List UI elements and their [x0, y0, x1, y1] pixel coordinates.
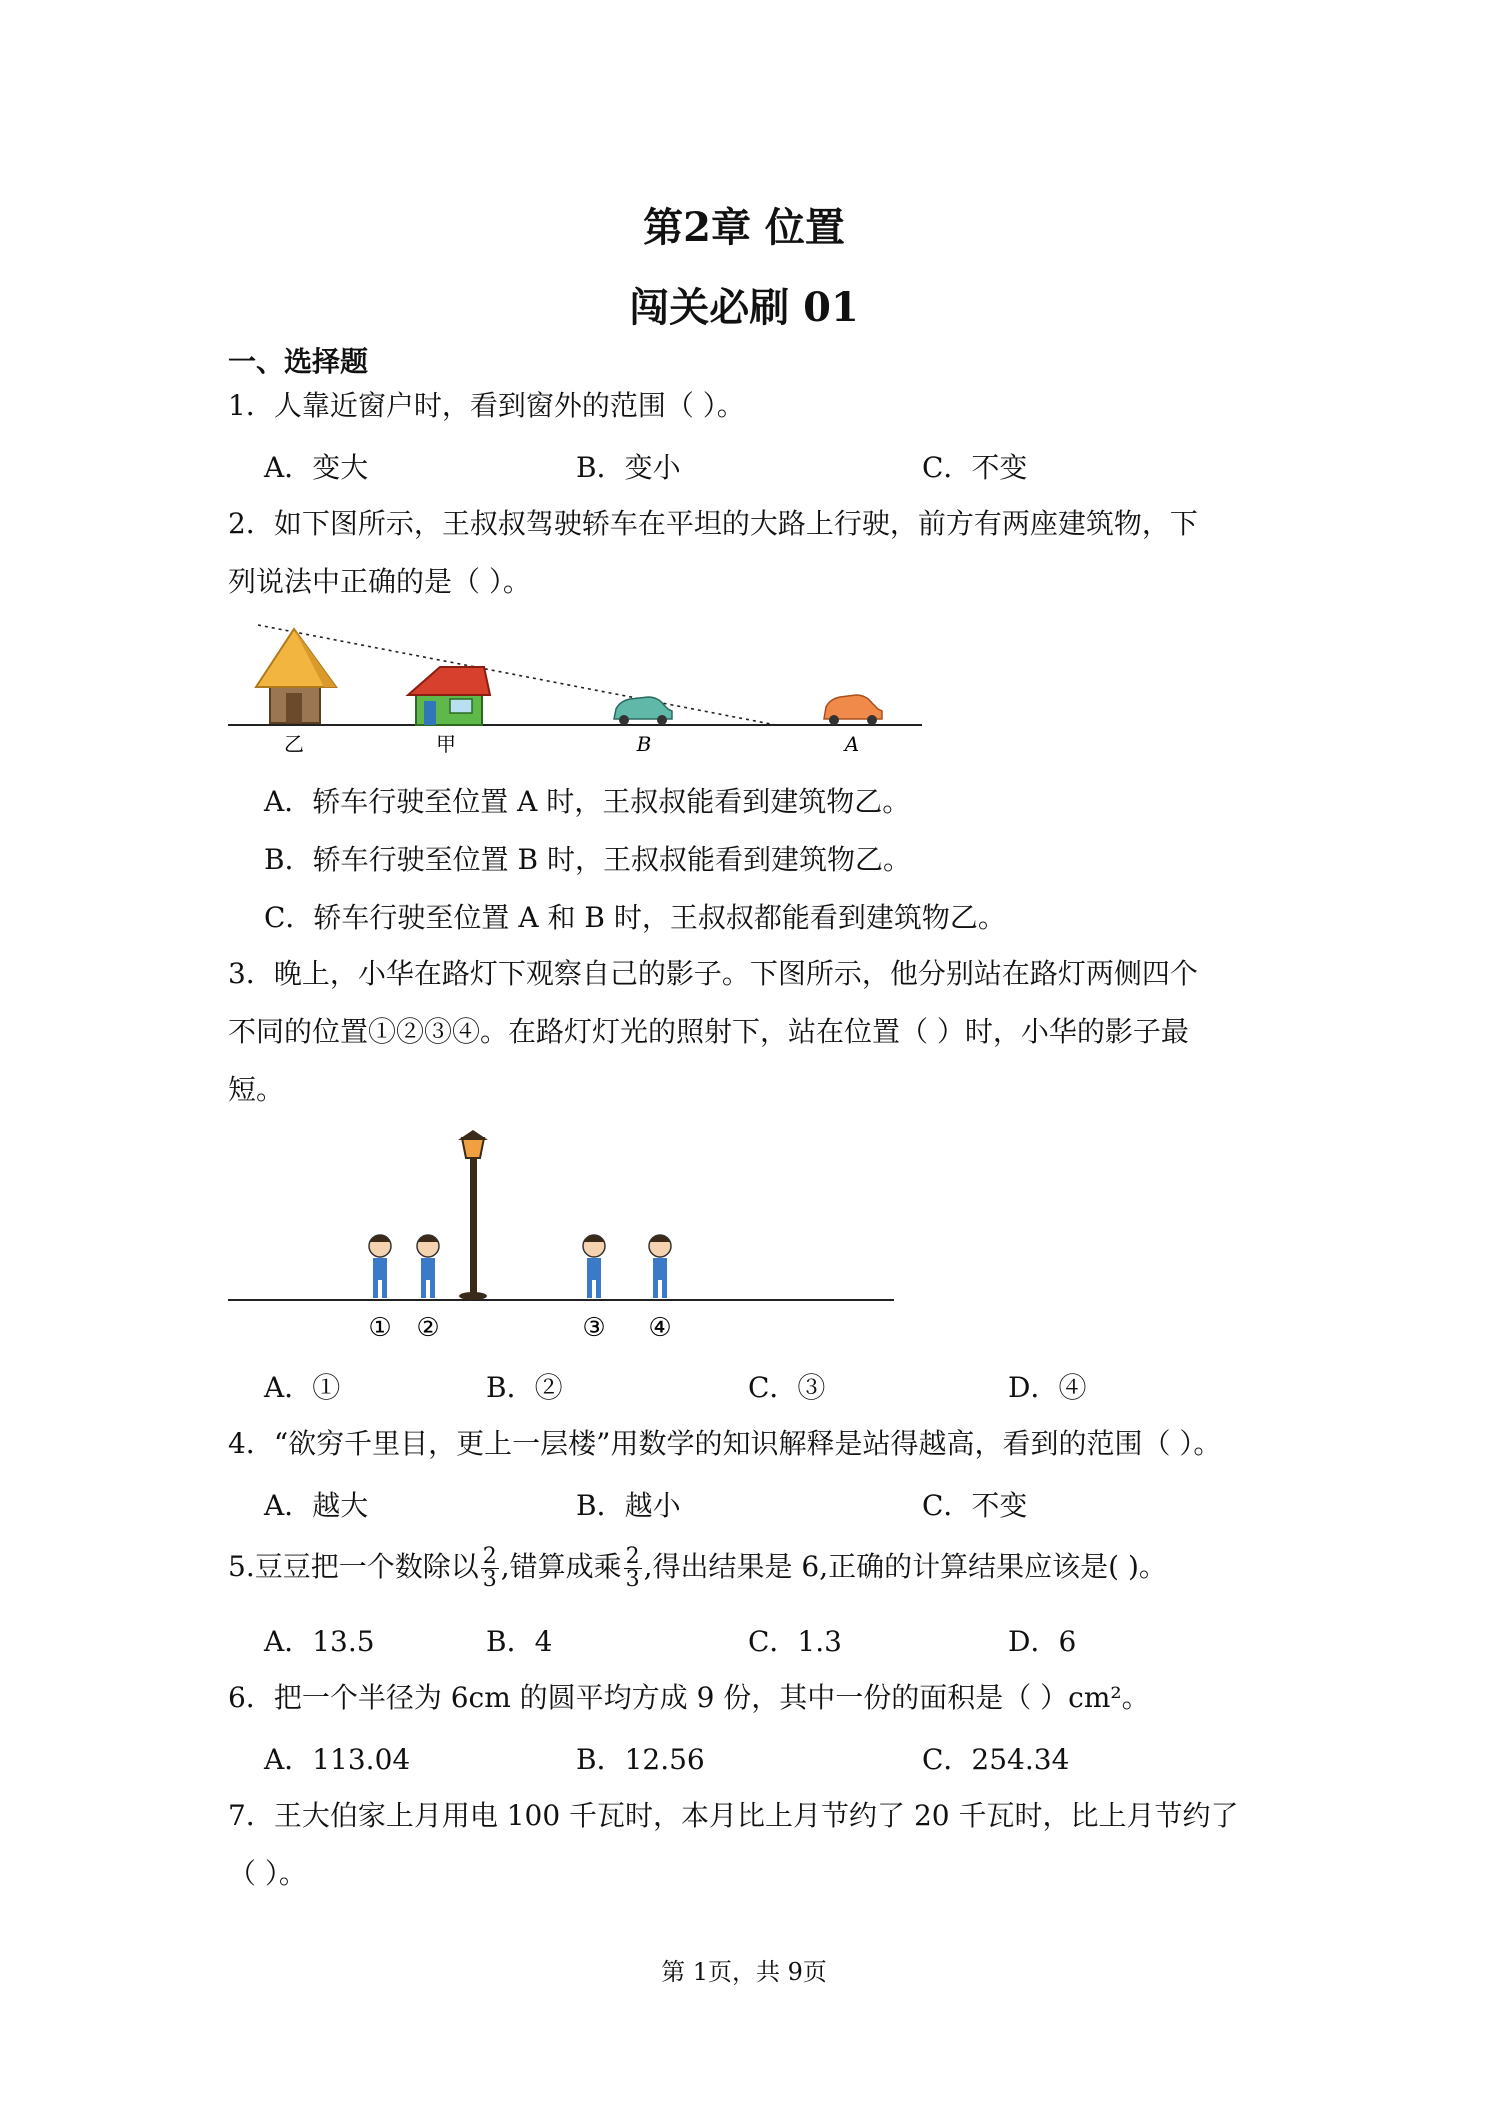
- car-b-icon: [614, 697, 672, 725]
- question-3-line3: 短。: [228, 1073, 285, 1106]
- q3-option-b[interactable]: B．②: [486, 1371, 563, 1404]
- q5-option-d[interactable]: D．6: [1008, 1625, 1077, 1658]
- label-position-2: ②: [416, 1313, 440, 1343]
- boy-position-4-icon: [649, 1235, 671, 1298]
- fraction-two-thirds: [624, 1546, 642, 1591]
- q4-option-a[interactable]: A．越大: [264, 1489, 369, 1522]
- fraction-numerator: 2: [482, 1544, 497, 1569]
- q6-option-a[interactable]: A．113.04: [264, 1743, 411, 1776]
- q1-option-b[interactable]: B．变小: [576, 451, 681, 484]
- fraction-denominator: 3: [625, 1567, 640, 1592]
- question-1: 1．人靠近窗户时，看到窗外的范围（ ）。: [228, 389, 745, 422]
- q3-option-a[interactable]: A．①: [264, 1371, 341, 1404]
- label-a: A: [844, 732, 860, 755]
- q6-option-c[interactable]: C．254.34: [922, 1743, 1070, 1776]
- label-position-4: ④: [648, 1313, 672, 1343]
- car-a-icon: [824, 695, 882, 725]
- q5-option-a[interactable]: A．13.5: [264, 1625, 375, 1658]
- fraction-denominator: 3: [482, 1567, 497, 1592]
- label-jia: 甲: [436, 732, 456, 755]
- label-position-1: ①: [368, 1313, 392, 1343]
- q6-option-b[interactable]: B．12.56: [576, 1743, 705, 1776]
- q3-option-c[interactable]: C．③: [748, 1371, 826, 1404]
- q5-option-b[interactable]: B．4: [486, 1625, 553, 1658]
- question-3-line2: 不同的位置①②③④。在路灯灯光的照射下，站在位置（ ）时，小华的影子最: [228, 1015, 1189, 1048]
- q5-option-c[interactable]: C．1.3: [748, 1625, 842, 1658]
- section-heading: 一、选择题: [228, 345, 369, 378]
- q3-figure: [228, 1130, 908, 1350]
- q1-option-a[interactable]: A．变大: [264, 451, 369, 484]
- question-2-line1: 2．如下图所示，王叔叔驾驶轿车在平坦的大路上行驶，前方有两座建筑物，下: [228, 507, 1198, 540]
- q2-option-b[interactable]: B．轿车行驶至位置 B 时，王叔叔能看到建筑物乙。: [264, 843, 911, 876]
- question-2-line2: 列说法中正确的是（ ）。: [228, 565, 531, 598]
- fraction-numerator: 2: [625, 1544, 640, 1569]
- label-b: B: [636, 732, 652, 755]
- label-position-3: ③: [582, 1313, 606, 1343]
- q2-figure: [228, 615, 928, 755]
- label-yi: 乙: [284, 732, 304, 755]
- q4-option-b[interactable]: B．越小: [576, 1489, 681, 1522]
- q3-option-d[interactable]: D．④: [1008, 1371, 1087, 1404]
- building-jia-icon: [408, 667, 490, 725]
- question-4: 4．“欲穷千里目，更上一层楼”用数学的知识解释是站得越高，看到的范围（ ）。: [228, 1427, 1222, 1460]
- q4-option-c[interactable]: C．不变: [922, 1489, 1028, 1522]
- question-7-line1: 7．王大伯家上月用电 100 千瓦时，本月比上月节约了 20 千瓦时，比上月节约了: [228, 1799, 1239, 1832]
- q2-option-c[interactable]: C．轿车行驶至位置 A 和 B 时，王叔叔都能看到建筑物乙。: [264, 901, 1006, 934]
- q5-text-3: ,得出结果是 6,正确的计算结果应该是( )。: [643, 1550, 1167, 1583]
- q5-text-1: 5.豆豆把一个数除以: [228, 1550, 479, 1583]
- question-6: 6．把一个半径为 6cm 的圆平均方成 9 份，其中一份的面积是（ ）cm²。: [228, 1681, 1150, 1714]
- boy-position-1-icon: [369, 1235, 391, 1298]
- q2-option-a[interactable]: A．轿车行驶至位置 A 时，王叔叔能看到建筑物乙。: [264, 785, 911, 818]
- boy-position-3-icon: [583, 1235, 605, 1298]
- boy-position-2-icon: [417, 1235, 439, 1298]
- page-footer: 第 1页，共 9页: [661, 1958, 827, 1986]
- fraction-two-thirds: [481, 1546, 499, 1591]
- q5-text-2: ,错算成乘: [500, 1550, 622, 1583]
- question-5: [228, 1546, 1167, 1591]
- page-title: 第2章 位置: [643, 204, 845, 251]
- q1-option-c[interactable]: C．不变: [922, 451, 1028, 484]
- question-3-line1: 3．晚上，小华在路灯下观察自己的影子。下图所示，他分别站在路灯两侧四个: [228, 957, 1198, 990]
- street-lamp-icon: [458, 1130, 488, 1300]
- page-subtitle: 闯关必刷 01: [629, 284, 859, 331]
- question-7-line2: （ ）。: [228, 1857, 307, 1890]
- building-yi-icon: [256, 629, 336, 723]
